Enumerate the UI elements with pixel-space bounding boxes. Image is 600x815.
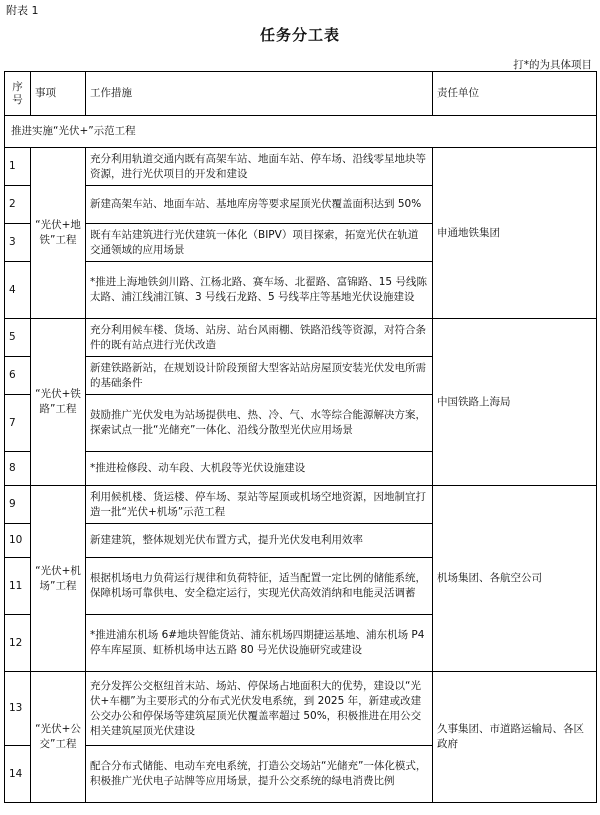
- row-number: 10: [5, 524, 31, 558]
- row-measure: 充分利用候车楼、货场、站房、站台风雨棚、铁路沿线等资源，对符合条件的既有站点进行光伏改造: [86, 319, 433, 357]
- table-row: [5, 486, 597, 524]
- row-measure: 新建建筑，整体规划光伏布置方式，提升光伏发电利用效率: [86, 524, 433, 558]
- row-number: 7: [5, 395, 31, 452]
- group-name: “光伏+机场”工程: [31, 486, 86, 672]
- section-title: 推进实施“光伏+”示范工程: [5, 116, 597, 148]
- group-name: “光伏+铁路”工程: [31, 319, 86, 486]
- page-title: 任务分工表: [259, 26, 340, 44]
- table-row: [5, 319, 597, 357]
- row-measure: 配合分布式储能、电动车充电系统，打造公交场站“光储充”一体化模式，积极推广光伏电子站牌等应用场景，提升公交系统的绿电消费比例: [86, 746, 433, 803]
- row-measure: *推进上海地铁剑川路、江杨北路、赛车场、北翟路、富锦路、15 号线陈太路、浦江线浦江镇、3 号线石龙路、5 号线莘庄等基地光伏设施建设: [86, 262, 433, 319]
- row-measure: 新建铁路新站，在规划设计阶段预留大型客站站房屋顶安装光伏发电所需的基础条件: [86, 357, 433, 395]
- section-row: [5, 116, 597, 148]
- header-row: [5, 72, 597, 116]
- row-measure: 利用候机楼、货运楼、停车场、泵站等屋顶或机场空地资源，因地制宜打造一批“光伏+机场”示范工程: [86, 486, 433, 524]
- table-row: [5, 672, 597, 746]
- annex-label: 附表 1: [6, 4, 39, 17]
- group-name: “光伏+公交”工程: [31, 672, 86, 803]
- responsible-unit: 申通地铁集团: [433, 148, 597, 319]
- responsible-unit: 中国铁路上海局: [433, 319, 597, 486]
- row-number: 4: [5, 262, 31, 319]
- header-item: 事项: [31, 72, 86, 116]
- table-row: [5, 148, 597, 186]
- row-number: 1: [5, 148, 31, 186]
- task-table: [4, 71, 597, 803]
- row-measure: 充分利用轨道交通内既有高架车站、地面车站、停车场、沿线零星地块等资源，进行光伏项目的开发和建设: [86, 148, 433, 186]
- row-number: 9: [5, 486, 31, 524]
- group-name: “光伏+地铁”工程: [31, 148, 86, 319]
- row-number: 5: [5, 319, 31, 357]
- responsible-unit: 机场集团、各航空公司: [433, 486, 597, 672]
- row-number: 2: [5, 186, 31, 224]
- row-measure: 充分发挥公交枢纽首末站、场站、停保场占地面积大的优势，建设以“光伏+车棚”为主要形式的分布式光伏发电系统，到 2025 年，新建或改建公交办公和停保场等建筑屋顶光伏覆盖率超过 50%，积极推进在用公交相关建筑屋顶光伏建设: [86, 672, 433, 746]
- responsible-unit: 久事集团、市道路运输局、各区政府: [433, 672, 597, 803]
- row-number: 14: [5, 746, 31, 803]
- row-number: 13: [5, 672, 31, 746]
- row-number: 12: [5, 615, 31, 672]
- row-number: 8: [5, 452, 31, 486]
- table-note: 打*的为具体项目: [513, 59, 592, 71]
- header-measure: 工作措施: [86, 72, 433, 116]
- row-number: 3: [5, 224, 31, 262]
- row-measure: 新建高架车站、地面车站、基地库房等要求屋顶光伏覆盖面积达到 50%: [86, 186, 433, 224]
- row-measure: *推进浦东机场 6#地块智能货站、浦东机场四期捷运基地、浦东机场 P4 停车库屋顶、虹桥机场申达五路 80 号光伏设施研究或建设: [86, 615, 433, 672]
- header-unit: 责任单位: [433, 72, 597, 116]
- row-measure: 鼓励推广光伏发电为站场提供电、热、冷、气、水等综合能源解决方案，探索试点一批“光储充”一体化、沿线分散型光伏应用场景: [86, 395, 433, 452]
- header-seq: 序号: [5, 72, 31, 116]
- row-number: 6: [5, 357, 31, 395]
- row-measure: 既有车站建筑进行光伏建筑一体化（BIPV）项目探索，拓宽光伏在轨道交通领域的应用场景: [86, 224, 433, 262]
- row-measure: *推进检修段、动车段、大机段等光伏设施建设: [86, 452, 433, 486]
- row-measure: 根据机场电力负荷运行规律和负荷特征，适当配置一定比例的储能系统，保障机场可靠供电、安全稳定运行，实现光伏高效消纳和电能灵活调蓄: [86, 558, 433, 615]
- row-number: 11: [5, 558, 31, 615]
